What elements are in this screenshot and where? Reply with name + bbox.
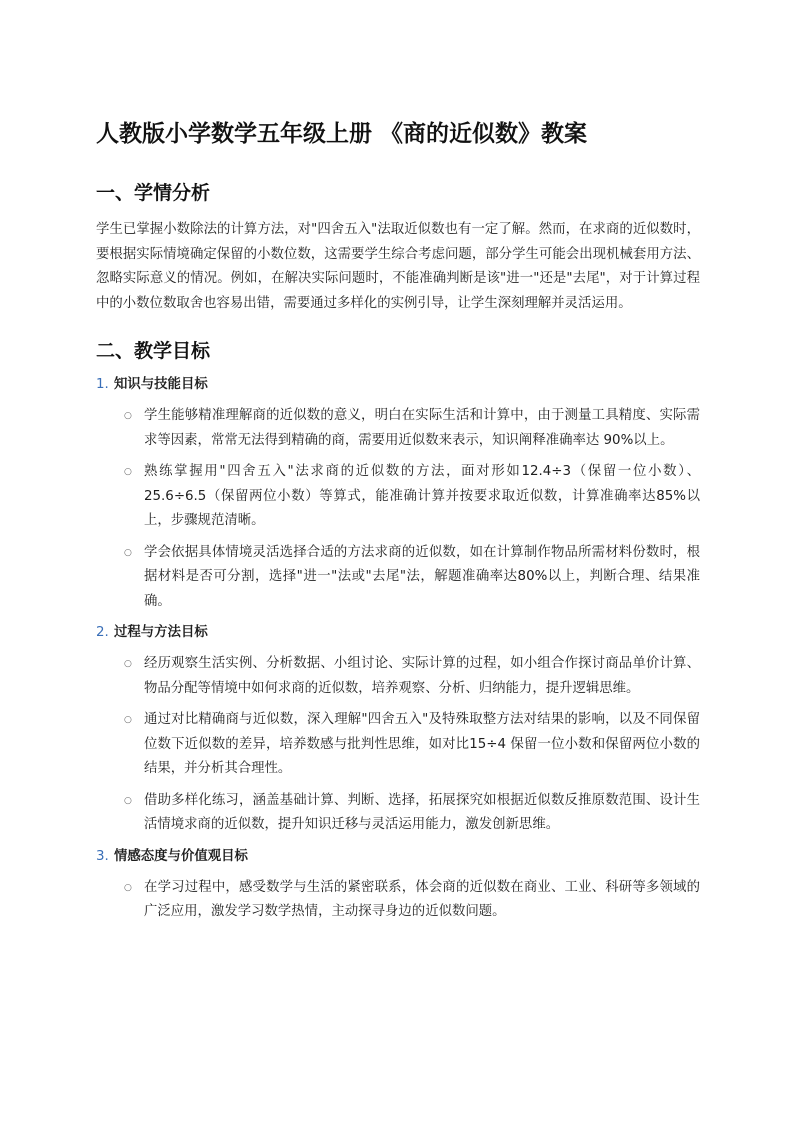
- section-heading-goals: 二、教学目标: [96, 340, 211, 362]
- list-item-text: 熟练掌握用"四舍五入"法求商的近似数的方法，面对形如12.4÷3（保留一位小数）、25.6÷6.5（保留两位小数）等算式，能准确计算并按要求取近似数，计算准确率达85%以上，步骤规范清晰。: [144, 464, 700, 528]
- goal-heading: [96, 845, 700, 869]
- goal-heading: [96, 621, 700, 645]
- list-item-text: 在学习过程中，感受数学与生活的紧密联系，体会商的近似数在商业、工业、科研等多领域的广泛应用，激发学习数学热情，主动探寻身边的近似数问题。: [144, 879, 700, 919]
- list-item-text: 通过对比精确商与近似数，深入理解"四舍五入"及特殊取整方法对结果的影响，以及不同保留位数下近似数的差异，培养数感与批判性思维，如对比15÷4 保留一位小数和保留两位小数的结果，并分析其合理性。: [144, 712, 700, 776]
- list-item: [96, 789, 700, 838]
- list-item: [96, 876, 700, 925]
- list-item: [96, 652, 700, 701]
- goal-emotion-values: [96, 845, 700, 925]
- list-item-text: 学生能够精准理解商的近似数的意义，明白在实际生活和计算中，由于测量工具精度、实际需求等因素，常常无法得到精确的商，需要用近似数来表示，知识阐释准确率达 90%以上。: [144, 408, 700, 448]
- list-item: [96, 541, 700, 615]
- goal-title: 过程与方法目标: [114, 625, 208, 640]
- bullet-list: [96, 876, 700, 925]
- document-title: 人教版小学数学五年级上册 《商的近似数》教案: [96, 121, 588, 147]
- circle-bullet-icon: ○: [124, 411, 132, 421]
- goal-title: 知识与技能目标: [114, 377, 208, 392]
- circle-bullet-icon: ○: [124, 467, 132, 477]
- list-item: [96, 708, 700, 782]
- circle-bullet-icon: ○: [124, 659, 132, 669]
- list-item: [96, 404, 700, 453]
- goal-number: 2.: [96, 625, 109, 640]
- circle-bullet-icon: ○: [124, 795, 132, 806]
- goal-list: [96, 373, 700, 925]
- goal-number: 3.: [96, 848, 109, 864]
- circle-bullet-icon: ○: [124, 882, 132, 893]
- bullet-list: [96, 404, 700, 614]
- goal-title: 情感态度与价值观目标: [114, 848, 248, 864]
- circle-bullet-icon: ○: [124, 715, 132, 725]
- list-item-text: 借助多样化练习，涵盖基础计算、判断、选择，拓展探究如根据近似数反推原数范围、设计生活情境求商的近似数，提升知识迁移与灵活运用能力，激发创新思维。: [144, 792, 700, 832]
- goal-heading: [96, 373, 700, 397]
- list-item-text: 经历观察生活实例、分析数据、小组讨论、实际计算的过程，如小组合作探讨商品单价计算、物品分配等情境中如何求商的近似数，培养观察、分析、归纳能力，提升逻辑思维。: [144, 656, 700, 696]
- analysis-paragraph: 学生已掌握小数除法的计算方法，对"四舍五入"法取近似数也有一定了解。然而，在求商的近似数时，要根据实际情境确定保留的小数位数，这需要学生综合考虑问题，部分学生可能会出现机械套用方法、忽略实际意义的情况。例如，在解决实际问题时，不能准确判断是该"进一"还是"去尾"，对于计算过程中的小数位数取舍也容易出错，需要通过多样化的实例引导，让学生深刻理解并灵活运用。: [96, 222, 700, 311]
- goal-number: 1.: [96, 377, 109, 392]
- document-page: [96, 116, 700, 925]
- goal-knowledge-skills: [96, 373, 700, 614]
- list-item: [96, 460, 700, 534]
- bullet-list: [96, 652, 700, 838]
- goal-process-methods: [96, 621, 700, 838]
- list-item-text: 学会依据具体情境灵活选择合适的方法求商的近似数，如在计算制作物品所需材料份数时，根据材料是否可分割，选择"进一"法或"去尾"法，解题准确率达80%以上，判断合理、结果准确。: [144, 544, 700, 609]
- section-heading-analysis: 一、学情分析: [96, 182, 211, 204]
- circle-bullet-icon: ○: [124, 547, 132, 558]
